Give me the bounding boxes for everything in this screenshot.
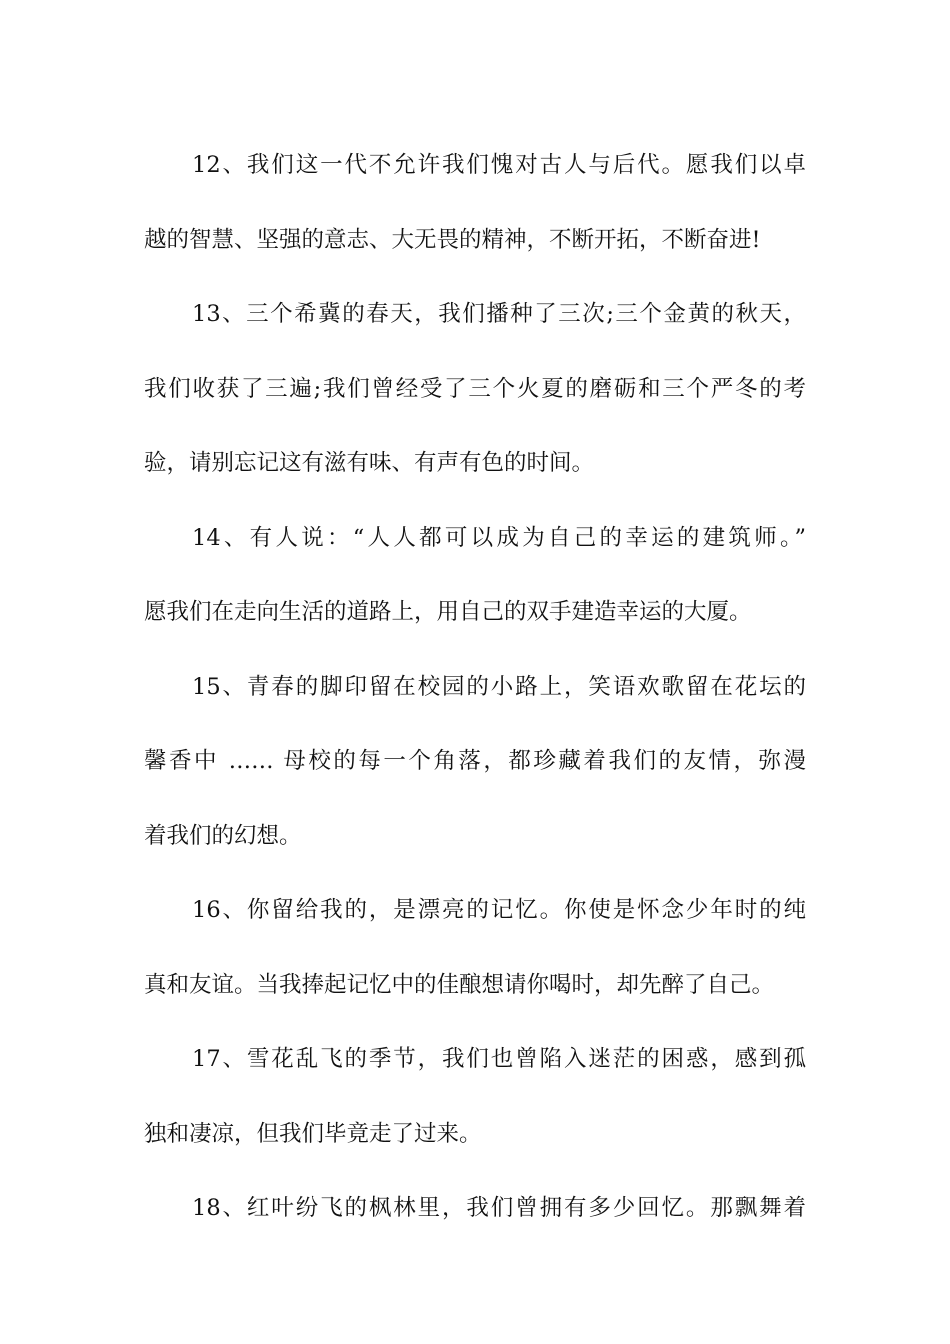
text-line: 17、雪花乱飞的季节，我们也曾陷入迷茫的困惑，感到孤 (192, 1046, 806, 1072)
text-line: 18、红叶纷飞的枫林里，我们曾拥有多少回忆。那飘舞着 (192, 1195, 806, 1221)
text-line: 验，请别忘记这有滋有味、有声有色的时间。 (144, 450, 595, 476)
paragraph-13 (144, 277, 806, 501)
paragraph-14 (144, 501, 806, 650)
text-line: 15、青春的脚印留在校园的小路上，笑语欢歌留在花坛的 (192, 673, 806, 700)
text-line: 13、三个希冀的春天，我们播种了三次;三个金黄的秋天， (192, 301, 806, 327)
paragraph-15 (144, 650, 806, 874)
text-line: 真和友谊。当我捧起记忆中的佳酿想请你喝时，却先醉了自己。 (144, 971, 775, 998)
text-line: 14、有人说：“人人都可以成为自己的幸运的建筑师。” (192, 524, 806, 551)
paragraph-17 (144, 1022, 806, 1171)
paragraph-16 (144, 873, 806, 1022)
paragraph-12 (144, 128, 806, 277)
text-line: 我们收获了三遍;我们曾经受了三个火夏的磨砺和三个严冬的考 (144, 375, 806, 402)
text-line: 馨香中 …… 母校的每一个角落，都珍藏着我们的友情，弥漫 (144, 748, 806, 774)
text-line: 16、你留给我的，是漂亮的记忆。你使是怀念少年时的纯 (192, 897, 806, 923)
document-body (144, 128, 806, 1246)
text-line: 着我们的幻想。 (144, 822, 302, 849)
text-line: 越的智慧、坚强的意志、大无畏的精神，不断开拓，不断奋进! (144, 226, 761, 253)
text-line: 独和凄凉，但我们毕竟走了过来。 (144, 1120, 482, 1147)
text-line: 愿我们在走向生活的道路上，用自己的双手建造幸运的大厦。 (144, 599, 752, 625)
paragraph-18 (144, 1171, 806, 1246)
text-line: 12、我们这一代不允许我们愧对古人与后代。愿我们以卓 (192, 152, 806, 178)
